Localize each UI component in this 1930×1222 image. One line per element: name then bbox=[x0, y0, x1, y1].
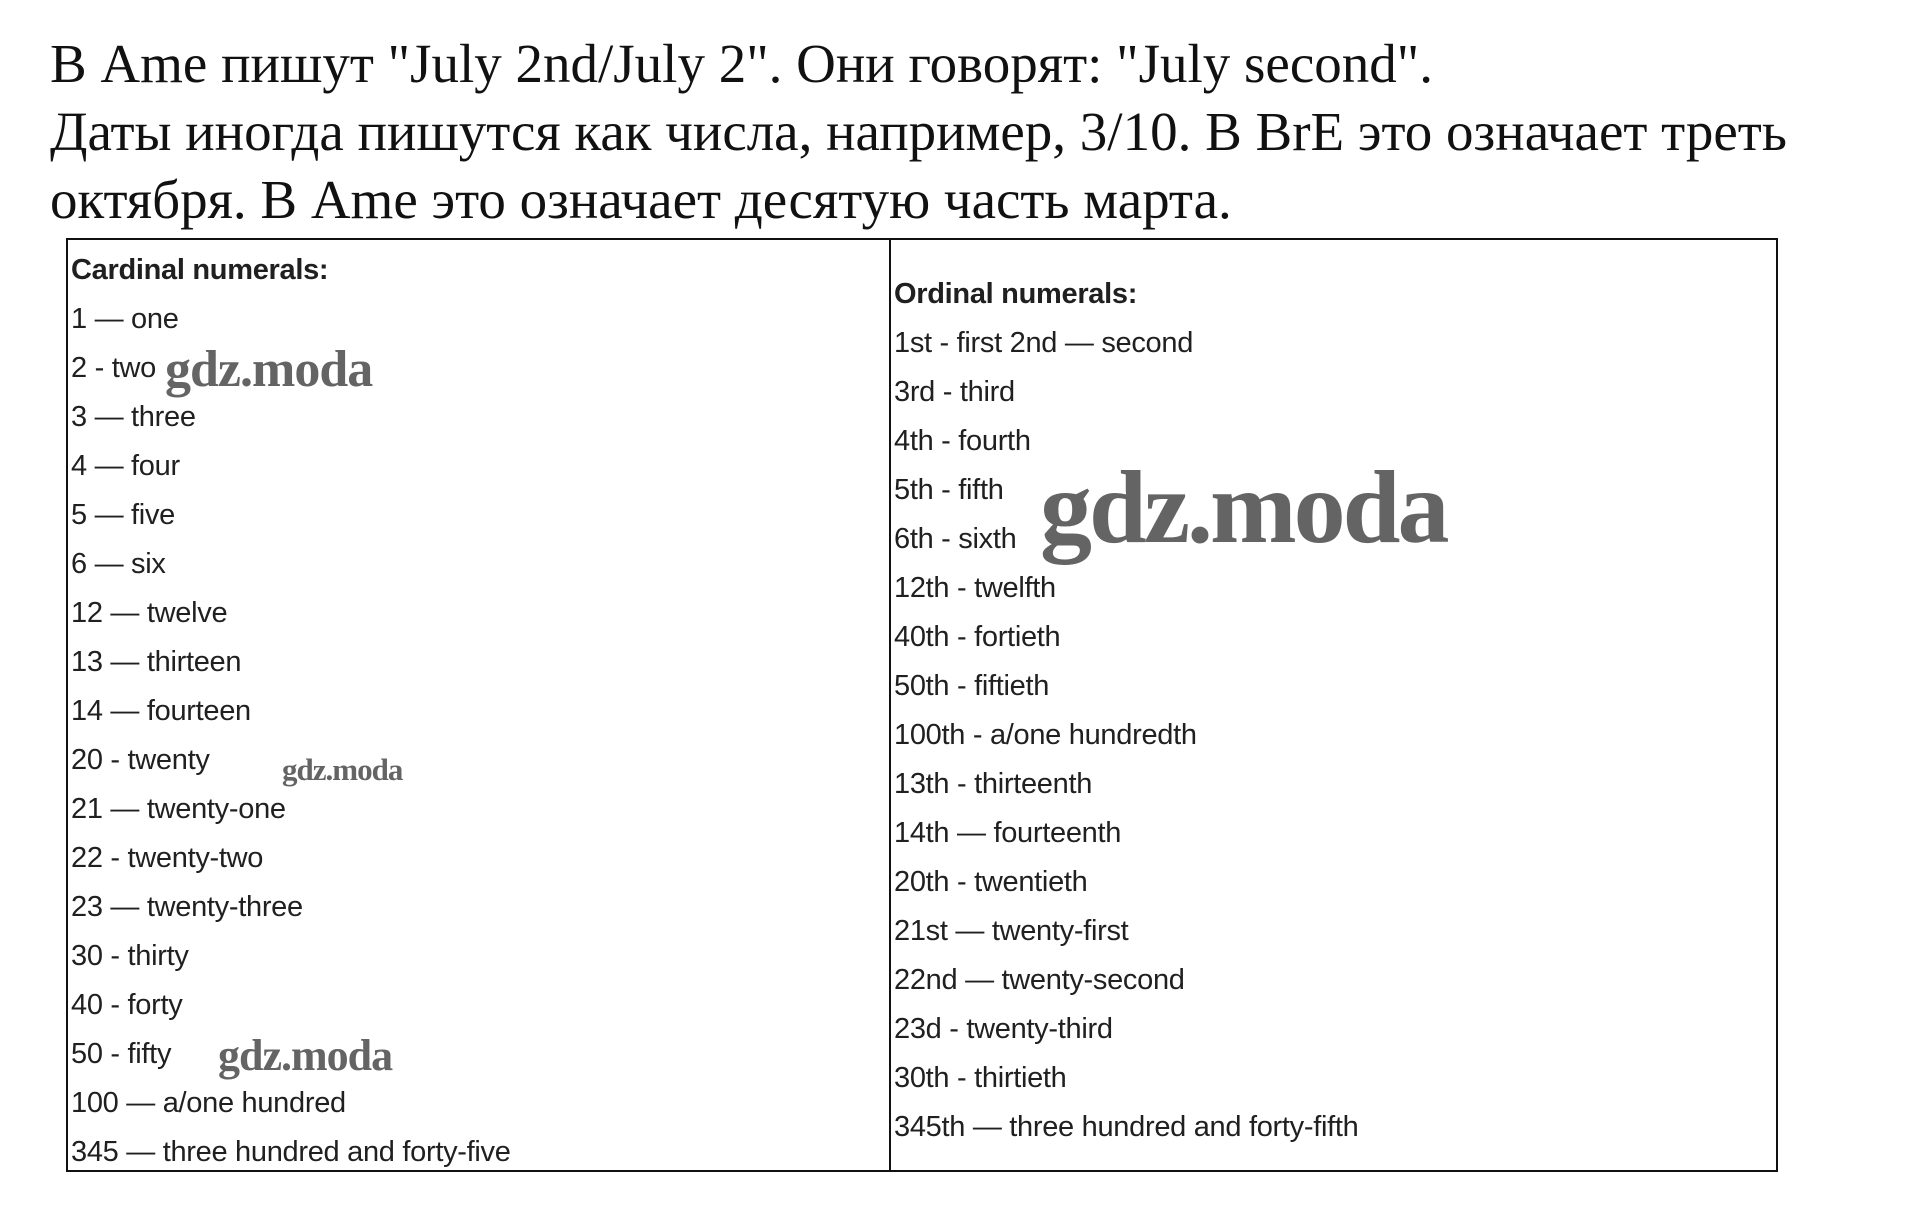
ordinal-item: 14th — fourteenth bbox=[894, 817, 1122, 849]
cardinal-item: 20 - twenty bbox=[71, 744, 210, 776]
ordinal-item: 23d - twenty-third bbox=[894, 1013, 1113, 1045]
cardinal-item: 5 — five bbox=[71, 499, 175, 531]
cardinal-item: 1 — one bbox=[71, 303, 179, 335]
ordinal-item: 40th - fortieth bbox=[894, 621, 1061, 653]
watermark: gdz.moda bbox=[1040, 450, 1447, 565]
ordinal-item: 5th - fifth bbox=[894, 474, 1004, 506]
cardinal-item: 13 — thirteen bbox=[71, 646, 242, 678]
intro-line-1: В Ame пишут "July 2nd/July 2". Они говорят: "July second". bbox=[50, 33, 1433, 94]
ordinal-item: 13th - thirteenth bbox=[894, 768, 1093, 800]
ordinal-item: 100th - a/one hundredth bbox=[894, 719, 1197, 751]
ordinal-item: 1st - first 2nd — second bbox=[894, 327, 1194, 359]
watermark: gdz.moda bbox=[165, 341, 373, 398]
cardinal-item: 4 — four bbox=[71, 450, 180, 482]
cardinal-item: 2 - two bbox=[71, 352, 156, 384]
cardinal-item: 14 — fourteen bbox=[71, 695, 251, 727]
ordinal-item: 22nd — twenty-second bbox=[894, 964, 1185, 996]
ordinal-heading: Ordinal numerals: bbox=[894, 278, 1138, 310]
cardinal-item: 6 — six bbox=[71, 548, 166, 580]
cardinal-item: 21 — twenty-one bbox=[71, 793, 286, 825]
cardinal-item: 345 — three hundred and forty-five bbox=[71, 1136, 511, 1168]
ordinal-item: 21st — twenty-first bbox=[894, 915, 1129, 947]
cardinal-item: 50 - fifty bbox=[71, 1038, 172, 1070]
ordinal-item: 6th - sixth bbox=[894, 523, 1017, 555]
ordinal-item: 3rd - third bbox=[894, 376, 1015, 408]
cardinal-item: 12 — twelve bbox=[71, 597, 228, 629]
intro-line-2: Даты иногда пишутся как числа, например, 3/10. В BrE это означает треть bbox=[50, 101, 1787, 162]
intro-line-3: октября. В Ame это означает десятую часть марта. bbox=[50, 169, 1232, 230]
ordinal-item: 20th - twentieth bbox=[894, 866, 1088, 898]
ordinal-item: 12th - twelfth bbox=[894, 572, 1056, 604]
ordinal-column bbox=[891, 240, 1776, 1170]
intro-text bbox=[50, 30, 1920, 234]
cardinal-heading: Cardinal numerals: bbox=[71, 254, 329, 286]
cardinal-item: 3 — three bbox=[71, 401, 196, 433]
cardinal-item: 100 — a/one hundred bbox=[71, 1087, 346, 1119]
watermark: gdz.moda bbox=[282, 752, 403, 787]
ordinal-item: 4th - fourth bbox=[894, 425, 1031, 457]
ordinal-item: 30th - thirtieth bbox=[894, 1062, 1067, 1094]
cardinal-item: 22 - twenty-two bbox=[71, 842, 264, 874]
ordinal-item: 345th — three hundred and forty-fifth bbox=[894, 1111, 1359, 1143]
cardinal-item: 30 - thirty bbox=[71, 940, 189, 972]
watermark: gdz.moda bbox=[218, 1031, 393, 1080]
cardinal-item: 40 - forty bbox=[71, 989, 183, 1021]
cardinal-item: 23 — twenty-three bbox=[71, 891, 303, 923]
ordinal-item: 50th - fiftieth bbox=[894, 670, 1050, 702]
